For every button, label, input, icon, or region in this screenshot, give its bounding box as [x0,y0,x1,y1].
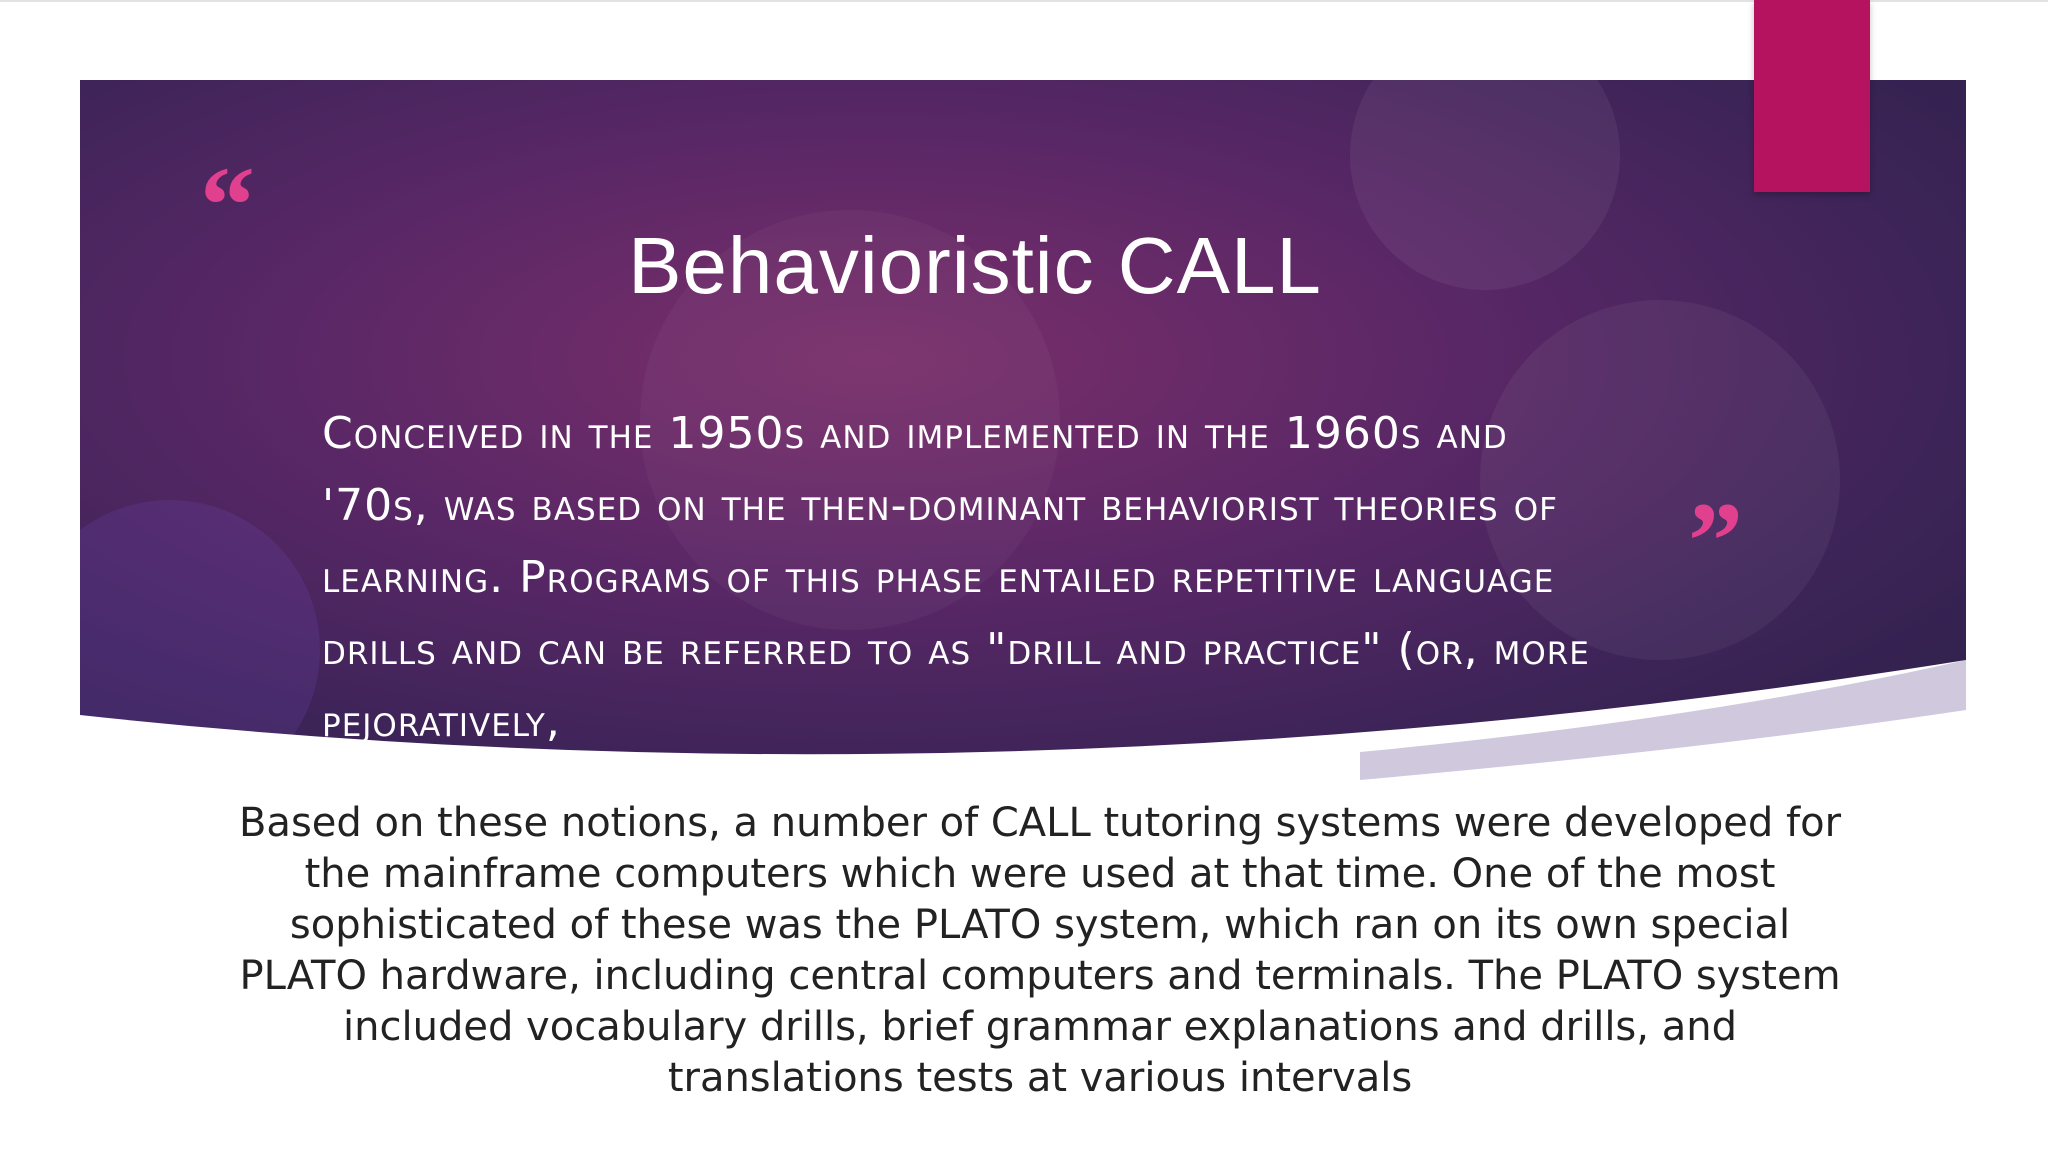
open-quote-icon: “ [200,144,255,266]
slide-title: Behavioristic CALL [628,221,1322,310]
top-divider [0,0,2048,2]
close-quote-icon: ” [1688,480,1743,602]
caption-text: Based on these notions, a number of CALL tutoring systems were developed for the mainframe computers which were used at that time. One of the most sophisticated of these was the PLATO system, which ran on its own special PLATO hardware, including central computers and terminals. The PLATO system included vocabulary drills, brief grammar explanations and drills, and translations tests at various intervals [238,800,1842,1101]
accent-bar [1754,0,1870,192]
quote-text: Conceived in the 1950s and implemented in the 1960s and '70s, was based on the then-dominant behaviorist theories of learning. Programs of this phase entailed repetitive language drills and can be referred to as "drill and practice" (or, more pejoratively, [322,408,1590,747]
bokeh-circle [1350,80,1620,290]
